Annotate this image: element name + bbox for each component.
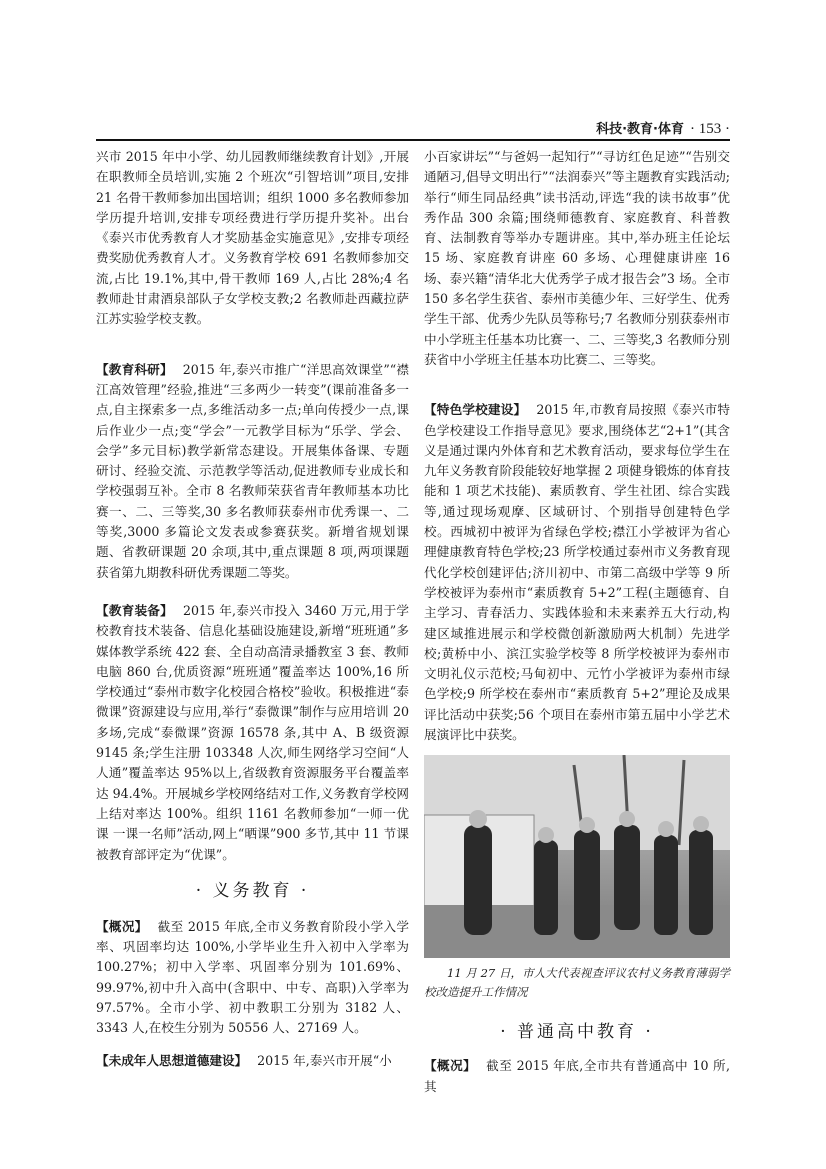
section-heading-high-school: · 普通高中教育 · — [500, 1022, 654, 1043]
overview-text: 截至 2015 年底,全市义务教育阶段小学入学率、巩固率均达 100%,小学毕业生升入初中入学率为 100.27%；初中入学率、巩固率分别为 101.69%、99.97%,初中升入高中(含职中、中专、高职)入学率为 97.57%。全市小学、初中教职工分别为 3182 人、3343 人,在校生分别为 50556 人、27169 人。 — [96, 918, 410, 1036]
research-label: 【教育科研】 — [96, 361, 173, 377]
section-name: 科技·教育·体育 — [596, 122, 684, 137]
equipment-label: 【教育装备】 — [96, 602, 173, 618]
paragraph-text: 兴市 2015 年中小学、幼儿园教师继续教育计划》,开展在职教师全员培训,实施 2 个班次“引智培训”项目,安排 21 名骨干教师参加出国培训；组织 1000 多名教师参加学历提升培训,安排专项经费进行学历提升奖补。出台《泰兴市优秀教育人才奖励基金实施意见》,安排专项经费奖励优秀教育人才。义务教育学校 691 名教师参加交流,占比 19.1%,其中,骨干教师 169 人,占比 28%;4 名教师赴甘肃酒泉部队子女学校支教;2 名教师赴西藏拉萨江苏实验学校支教。 — [96, 149, 409, 327]
special-school-paragraph — [424, 400, 730, 745]
overview-label: 【概况】 — [96, 918, 148, 934]
overview-paragraph — [96, 917, 409, 1039]
left-paragraph-1 — [96, 147, 409, 330]
section-heading-compulsory-education: · 义务教育 · — [195, 880, 310, 901]
moral-text: 2015 年,泰兴市开展“小 — [257, 1052, 392, 1068]
equipment-text: 2015 年,泰兴市投入 3460 万元,用于学校教育技术装备、信息化基础设施建设,新增“班班通”多媒体教学系统 422 套、全自动高清录播教室 3 套、教师电脑 860 台,优质资源“班班通”覆盖率达 100%,16 所学校通过“泰州市数字化校园合格校”验收。积极推进“泰微课”资源建设与应用,举行“泰微课”制作与应用培训 20 多场,完成“泰微课”资源 16578 条,其中 A、B 级资源 9145 条;学生注册 103348 人次,师生网络学习空间“人人通”覆盖率达 95%以上,省级教育资源服务平台覆盖率达 94.4%。开展城乡学校网络结对工作,义务教育学校网上结对率达 100%。组织 1161 名教师参加“一师一优课 一课一名师”活动,网上“晒课”900 多节,其中 11 节课被教育部评定为“优课”。 — [96, 602, 410, 862]
right-paragraph-1 — [424, 147, 730, 370]
research-paragraph — [96, 360, 409, 583]
hs-overview-label: 【概况】 — [424, 1058, 477, 1074]
hs-overview-text: 截至 2015 年底,全市共有普通高中 10 所,其 — [424, 1058, 730, 1094]
header-rule — [96, 139, 730, 141]
special-label: 【特色学校建设】 — [424, 402, 527, 418]
left-column — [96, 147, 409, 1071]
photo-illustration — [424, 755, 730, 958]
running-header — [596, 118, 730, 138]
moral-paragraph — [96, 1051, 409, 1071]
news-photo — [424, 755, 730, 958]
hs-overview-paragraph — [424, 1056, 730, 1097]
paragraph-text: 小百家讲坛”“与爸妈一起知行”“寻访红色足迹”“告别交通陋习,倡导文明出行”“法润泰兴”等主题教育实践活动;举行“师生同品经典”读书活动,评选“我的读书故事”优秀作品 300 余篇;围绕师德教育、家庭教育、科普教育、法制教育等举办专题讲座。其中,举办班主任论坛 15 场、家庭教育讲座 60 多场、心理健康讲座 16 场、泰兴籍“清华北大优秀学子成才报告会”3 场。全市 150 多名学生获省、泰州市美德少年、三好学生、优秀学生干部、优秀少先队员等称号;7 名教师分别获泰州市中小学班主任基本功比赛一、二、三等奖,3 名教师分别获省中小学班主任基本功比赛二、三等奖。 — [424, 149, 730, 367]
equipment-paragraph — [96, 601, 409, 865]
page-number: · 153 · — [690, 121, 730, 137]
special-text: 2015 年,市教育局按照《泰兴市特色学校建设工作指导意见》要求,围绕体艺“2+1”(其含义是通过课内外体育和艺术教育活动，要求每位学生在九年义务教育阶段能较好地掌握 2 项健身锻炼的体育技能和 1 项艺术技能)、素质教育、学生社团、综合实践等,通过现场观摩、区域研讨、个别指导创建特色学校。西城初中被评为省绿色学校;襟江小学被评为省心理健康教育特色学校;23 所学校通过泰州市义务教育现代化学校创建评估;济川初中、市第二高级中学等 9 所学校被评为泰州市“素质教育 5+2”工程(主题德育、自主学习、青春活力、实践体验和未来素养五大行动,构建区域推进展示和学校微创新激励两大机制）先进学校;黄桥中小、滨江实验学校等 8 所学校被评为泰州市文明礼仪示范校;马甸初中、元竹小学被评为泰州市绿色学校;9 所学校在泰州市“素质教育 5+2”理论及成果评比活动中获奖;56 个项目在泰州市第五届中小学艺术展演评比中获奖。 — [424, 402, 731, 743]
photo-caption: 11 月 27 日，市人大代表视查评议农村义务教育薄弱学校改造提升工作情况 — [424, 966, 730, 1000]
right-column — [424, 147, 730, 1097]
moral-label: 【未成年人思想道德建设】 — [96, 1052, 248, 1068]
research-text: 2015 年,泰兴市推广“洋思高效课堂”“襟江高效管理”经验,推进“三多两少一转变”(课前准备多一点,自主探索多一点,多维活动多一点;单向传授少一点,课后作业少一点;变“学会”一元教学目标为“乐学、学会、会学”多元目标)教学新常态建设。开展集体备课、专题研讨、经验交流、示范教学等活动,促进教师专业成长和学校强弱互补。全市 8 名教师荣获省青年教师基本功比赛一、二、三等奖,30 多名教师获泰州市优秀课一、二等奖,3000 多篇论文发表或参赛获奖。新增省规划课题、省教研课题 20 余项,其中,重点课题 8 项,两项课题获省第九期教科研优秀课题二等奖。 — [96, 361, 409, 580]
